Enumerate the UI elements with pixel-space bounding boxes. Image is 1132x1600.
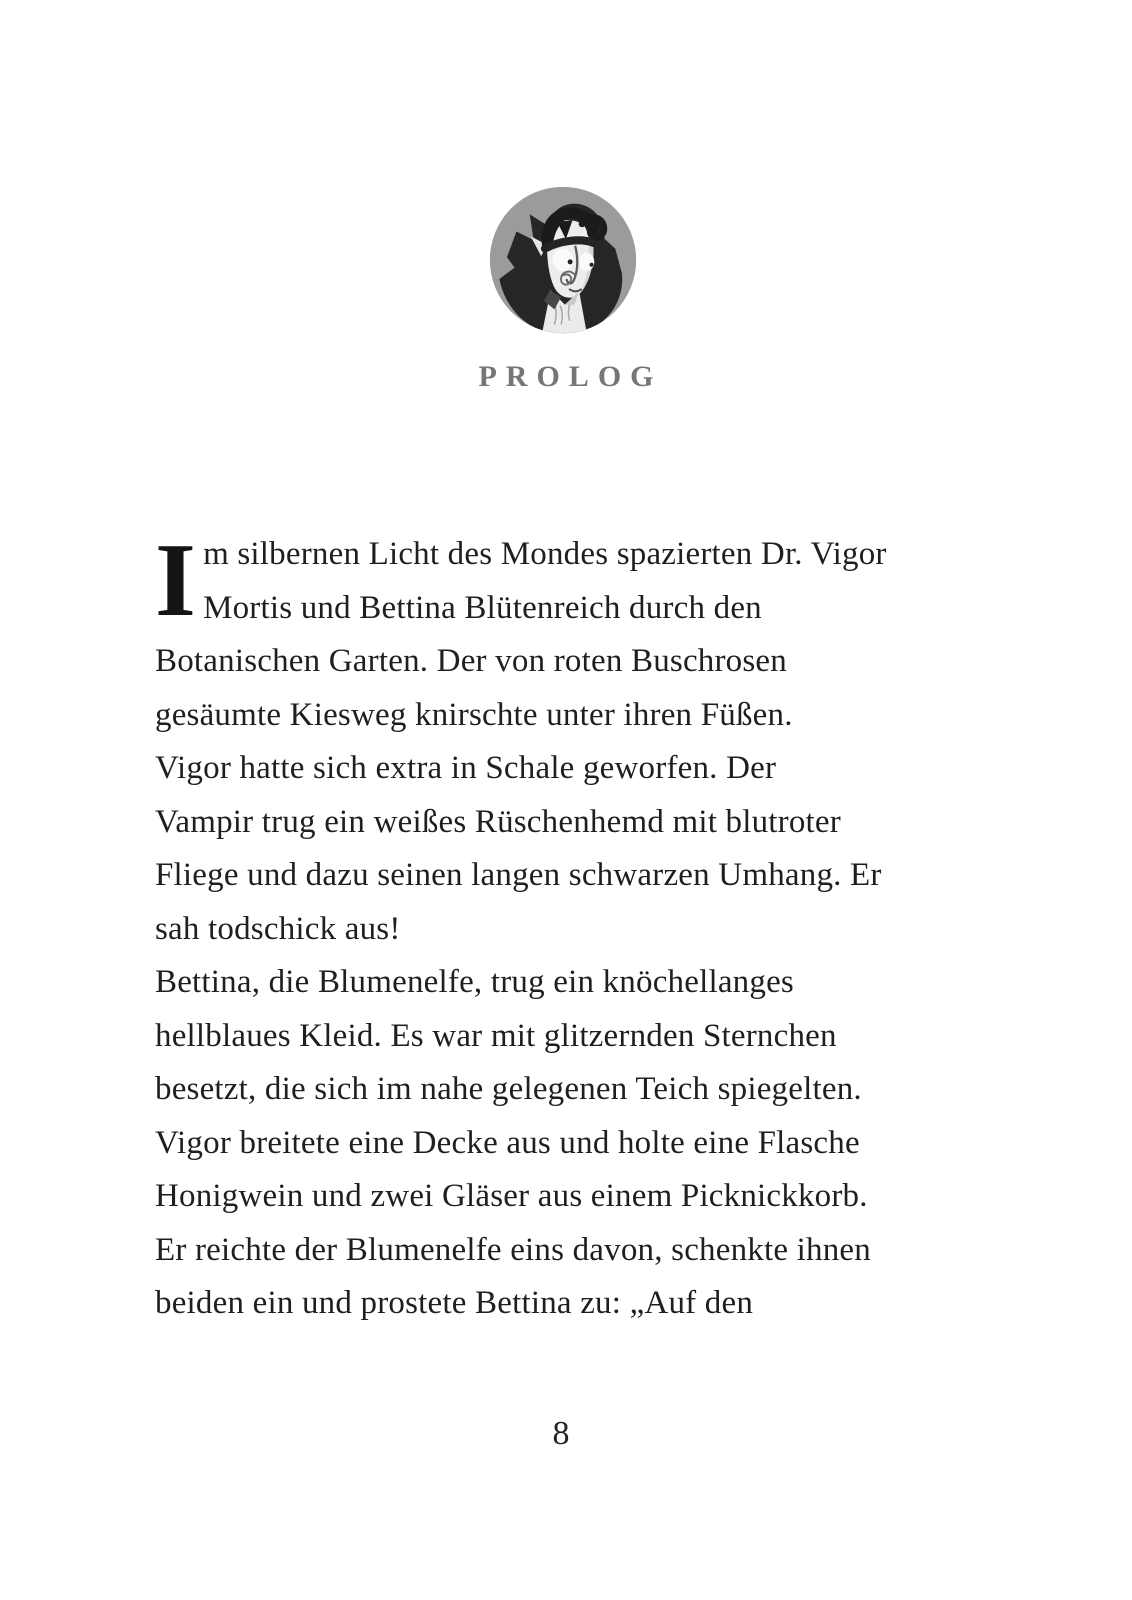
- text-line: gesäumte Kiesweg knirschte unter ihren Füßen.: [155, 696, 793, 733]
- page-number: 8: [552, 1415, 570, 1452]
- chapter-illustration: [487, 184, 639, 336]
- text-line: hellblaues Kleid. Es war mit glitzernden Sternchen: [155, 1017, 837, 1054]
- chapter-heading: PROLOG: [478, 360, 663, 393]
- text-line: sah todschick aus!: [155, 910, 401, 947]
- text-line: beiden ein und prostete Bettina zu: „Auf den: [155, 1285, 754, 1321]
- body-text: [155, 521, 985, 1331]
- drop-cap: I: [155, 521, 197, 638]
- text-line: Vampir trug ein weißes Rüschenhemd mit blutroter: [155, 803, 841, 840]
- text-line: Bettina, die Blumenelfe, trug ein knöchellanges: [155, 964, 794, 1000]
- text-line: Mortis und Bettina Blütenreich durch den: [203, 589, 762, 626]
- text-line: besetzt, die sich im nahe gelegenen Teich spiegelten.: [155, 1071, 862, 1107]
- text-line: Botanischen Garten. Der von roten Buschrosen: [155, 643, 787, 679]
- text-line: m silbernen Licht des Mondes spazierten Dr. Vigor: [203, 536, 887, 572]
- right-pupil: [590, 263, 594, 267]
- text-line: Vigor hatte sich extra in Schale geworfen. Der: [155, 750, 777, 786]
- text-line: Honigwein und zwei Gläser aus einem Picknickkorb.: [155, 1178, 868, 1214]
- text-line: Vigor breitete eine Decke aus und holte eine Flasche: [155, 1124, 860, 1161]
- right-eye: [579, 253, 594, 271]
- text-line: Fliege und dazu seinen langen schwarzen Umhang. Er: [155, 857, 882, 893]
- vampire-portrait-illustration: [487, 184, 639, 336]
- left-pupil: [568, 259, 573, 264]
- text-line: Er reichte der Blumenelfe eins davon, schenkte ihnen: [155, 1231, 871, 1268]
